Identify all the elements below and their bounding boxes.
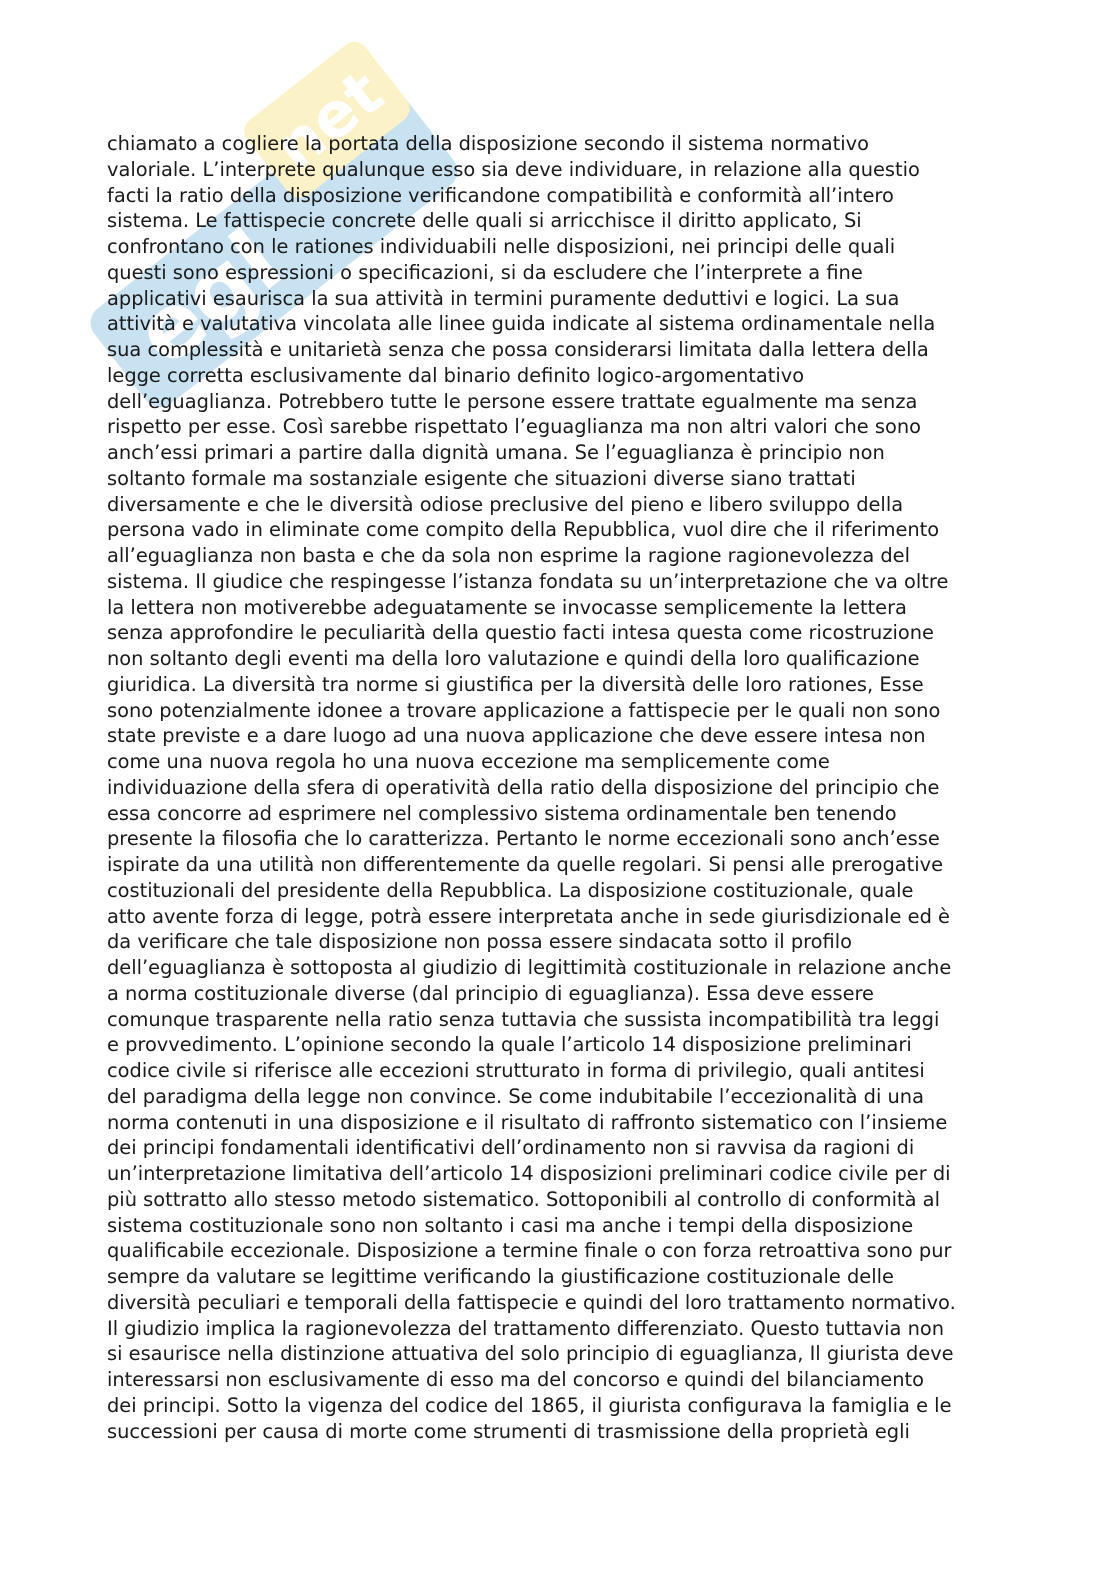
text-line: sistema. Il giudice che respingesse l’istanza fondata su un’interpretazione che va oltre [107,569,949,593]
text-line: la lettera non motiverebbe adeguatamente se invocasse semplicemente la lettera [107,595,907,619]
text-line: rispetto per esse. Così sarebbe rispettato l’eguaglianza ma non altri valori che sono [107,415,922,439]
text-line: dei principi. Sotto la vigenza del codice del 1865, il giurista configurava la famiglia e le [107,1393,952,1417]
text-line: non soltanto degli eventi ma della loro valutazione e quindi della loro qualificazione [107,647,920,670]
text-line: giuridica. La diversità tra norme si giustifica per la diversità delle loro rationes, Esse [107,672,924,696]
text-line: legge corretta esclusivamente dal binario definito logico-argomentativo [107,363,805,387]
text-line: atto avente forza di legge, potrà essere interpretata anche in sede giurisdizionale ed è [107,904,950,928]
text-line: dei principi fondamentali identificativi dell’ordinamento non si ravvisa da ragioni di [107,1136,915,1160]
text-line: successioni per causa di morte come strumenti di trasmissione della proprietà egli [107,1419,910,1443]
text-line: valoriale. L’interprete qualunque esso sia deve individuare, in relazione alla questio [107,157,920,181]
text-line: chiamato a cogliere la portata della disposizione secondo il sistema normativo [107,132,869,155]
text-line: questi sono espressioni o specificazioni, si da escludere che l’interprete a fine [107,260,863,284]
text-line: anch’essi primari a partire dalla dignità umana. Se l’eguaglianza è principio non [107,441,885,464]
svg-text:egl: egl [115,210,300,386]
text-line: interessarsi non esclusivamente di esso ma del concorso e quindi del bilanciamento [107,1368,924,1391]
text-line: all’eguaglianza non basta e che da sola non esprime la ragione ragionevolezza del [107,544,910,567]
text-line: senza approfondire le peculiarità della questio facti intesa questa come ricostruzione [107,621,934,645]
text-line: sistema. Le fattispecie concrete delle quali si arricchisce il diritto applicato, Si [107,209,862,233]
text-line: diversità peculiari e temporali della fattispecie e quindi del loro trattamento normativo. [107,1290,956,1314]
text-line: sistema costituzionale sono non soltanto i casi ma anche i tempi della disposizione [107,1213,914,1237]
text-line: sua complessità e unitarietà senza che possa considerarsi limitata dalla lettera della [107,338,929,361]
text-line: qualificabile eccezionale. Disposizione a termine finale o con forza retroattiva sono pur [107,1239,952,1263]
text-line: ispirate da una utilità non differentemente da quelle regolari. Si pensi alle prerogative [107,853,944,876]
text-line: facti la ratio della disposizione verificandone compatibilità e conformità all’intero [107,183,894,207]
text-line: norma contenuti in una disposizione e il risultato di raffronto sistematico con l’insieme [107,1110,948,1134]
text-line: individuazione della sfera di operatività della ratio della disposizione del principio che [107,775,940,799]
text-line: persona vado in eliminate come compito della Repubblica, vuol dire che il riferimento [107,518,940,542]
svg-text:net: net [260,55,397,185]
body-text [107,131,1027,1444]
text-line: da verificare che tale disposizione non possa essere sindacata sotto il profilo [107,930,853,954]
text-line: un’interpretazione limitativa dell’articolo 14 disposizioni preliminari codice civile per di [107,1162,951,1185]
text-line: a norma costituzionale diverse (dal principio di eguaglianza). Essa deve essere [107,981,874,1005]
text-line: comunque trasparente nella ratio senza tuttavia che sussista incompatibilità tra leggi [107,1007,940,1031]
text-line: si esaurisce nella distinzione attuativa del solo principio di eguaglianza, Il giurista deve [107,1342,954,1366]
text-line: soltanto formale ma sostanziale esigente che situazioni diverse siano trattati [107,466,856,490]
text-line: più sottratto allo stesso metodo sistematico. Sottoponibili al controllo di conformità al [107,1187,940,1211]
text-line: attività e valutativa vincolata alle linee guida indicate al sistema ordinamentale nella [107,312,936,336]
text-line: dell’eguaglianza. Potrebbero tutte le persone essere trattate egualmente ma senza [107,389,918,413]
text-line: essa concorre ad esprimere nel complessivo sistema ordinamentale ben tenendo [107,801,897,825]
text-line: come una nuova regola ho una nuova eccezione ma semplicemente come [107,750,830,773]
text-line: e provvedimento. L’opinione secondo la quale l’articolo 14 disposizione preliminari [107,1033,912,1057]
text-line: costituzionali del presidente della Repubblica. La disposizione costituzionale, quale [107,878,914,902]
text-line: sempre da valutare se legittime verificando la giustificazione costituzionale delle [107,1265,894,1288]
text-line: Il giudizio implica la ragionevolezza del trattamento differenziato. Questo tuttavia non [107,1316,945,1340]
text-line: codice civile si riferisce alle eccezioni strutturato in forma di privilegio, quali antitesi [107,1059,925,1082]
text-line: state previste e a dare luogo ad una nuova applicazione che deve essere intesa non [107,724,926,748]
text-line: confrontano con le rationes individuabili nelle disposizioni, nei principi delle quali [107,235,896,258]
text-line: applicativi esaurisca la sua attività in termini puramente deduttivi e logici. La sua [107,286,900,310]
text-line: presente la filosofia che lo caratterizza. Pertanto le norme eccezionali sono anch’esse [107,827,940,851]
text-line: del paradigma della legge non convince. Se come indubitabile l’eccezionalità di una [107,1084,924,1108]
text-line: sono potenzialmente idonee a trovare applicazione a fattispecie per le quali non sono [107,698,941,722]
text-line: dell’eguaglianza è sottoposta al giudizio di legittimità costituzionale in relazione anche [107,956,952,979]
text-line: diversamente e che le diversità odiose preclusive del pieno e libero sviluppo della [107,492,904,516]
